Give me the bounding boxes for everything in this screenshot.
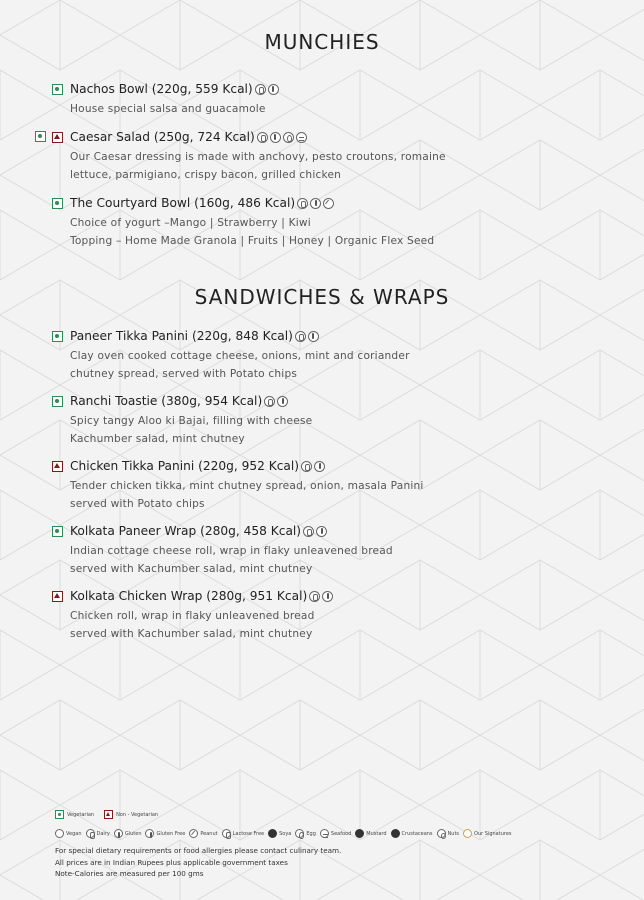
legend-label: Non - Vegetarian <box>116 811 159 818</box>
egg-icon <box>283 132 294 143</box>
veg-mark-icon <box>52 331 63 342</box>
nonveg-mark-icon <box>104 810 113 819</box>
item-description: Our Caesar dressing is made with anchovy, pesto croutons, romaine lettuce, parmigiano, crispy bacon, grilled chicken <box>70 151 446 181</box>
menu-item <box>52 392 472 448</box>
gluten-icon <box>277 396 288 407</box>
item-description: Chicken roll, wrap in flaky unleavened bread served with Kachumber salad, mint chutney <box>70 610 315 640</box>
soya-icon <box>268 829 277 838</box>
mustard-icon <box>355 829 364 838</box>
item-description: Indian cottage cheese roll, wrap in flaky unleavened bread served with Kachumber salad, mint chutney <box>70 545 393 575</box>
dairy-icon <box>295 331 306 342</box>
item-name: Chicken Tikka Panini (220g, 952 Kcal) <box>70 459 300 473</box>
dairy-icon <box>257 132 268 143</box>
gluten-icon <box>270 132 281 143</box>
menu-item <box>52 194 472 250</box>
legend-label: Gluten <box>124 830 142 837</box>
section-title: MUNCHIES <box>264 30 380 54</box>
dairy-icon <box>301 461 312 472</box>
veg-mark-icon <box>52 526 63 537</box>
veg-mark-icon <box>55 810 64 819</box>
veg-mark-icon <box>35 131 46 142</box>
legend-label: Vegan <box>66 830 82 837</box>
legend-label: Peanut <box>200 830 218 837</box>
legend-label: Vegetarian <box>67 811 95 818</box>
legend-allergens <box>55 829 516 838</box>
gluten-icon <box>316 526 327 537</box>
legend-label: Gluten Free <box>156 830 186 837</box>
item-name: The Courtyard Bowl (160g, 486 Kcal) <box>70 196 296 210</box>
legend-label: Soya <box>279 830 292 837</box>
seafood-icon <box>320 829 329 838</box>
menu-item <box>52 457 472 513</box>
note-line: For special dietary requirements or food allergies please contact culinary team. <box>55 846 342 855</box>
gluten-icon <box>308 331 319 342</box>
egg-icon <box>295 829 304 838</box>
vegan-icon <box>55 829 64 838</box>
nonveg-mark-icon <box>52 591 63 602</box>
menu-item <box>52 327 472 383</box>
gluten-free-icon <box>145 829 154 838</box>
gluten-icon <box>310 198 321 209</box>
gluten-icon <box>114 829 123 838</box>
item-name: Ranchi Toastie (380g, 954 Kcal) <box>70 394 263 408</box>
nonveg-mark-icon <box>52 461 63 472</box>
signature-icon <box>463 829 472 838</box>
item-name: Kolkata Paneer Wrap (280g, 458 Kcal) <box>70 524 302 538</box>
veg-mark-icon <box>52 198 63 209</box>
gluten-icon <box>322 591 333 602</box>
crustaceans-icon <box>391 829 400 838</box>
item-name: Nachos Bowl (220g, 559 Kcal) <box>70 82 253 96</box>
gluten-icon <box>268 84 279 95</box>
footer-notes <box>55 845 341 880</box>
note-line: All prices are in Indian Rupees plus applicable government taxes <box>55 857 288 867</box>
legend-label: Dairy <box>96 830 110 837</box>
peanut-icon <box>323 198 334 209</box>
legend-label: Our Signatures <box>474 830 512 837</box>
dairy-icon <box>255 84 266 95</box>
dairy-icon <box>303 526 314 537</box>
item-description: Choice of yogurt –Mango | Strawberry | Kiwi Topping – Home Made Granola | Fruits | Honey | Organic Flex Seed <box>70 217 435 247</box>
legend-diet <box>55 810 168 819</box>
item-name: Kolkata Chicken Wrap (280g, 951 Kcal) <box>70 589 308 603</box>
dairy-icon <box>264 396 275 407</box>
legend-label: Lactose Free <box>232 830 265 837</box>
item-description: Clay oven cooked cottage cheese, onions, mint and coriander chutney spread, served with Potato chips <box>70 350 410 380</box>
item-name: Paneer Tikka Panini (220g, 848 Kcal) <box>70 329 293 343</box>
item-name: Caesar Salad (250g, 724 Kcal) <box>70 130 255 144</box>
veg-mark-icon <box>52 84 63 95</box>
veg-mark-icon <box>52 396 63 407</box>
item-description: Tender chicken tikka, mint chutney spread, onion, masala Panini served with Potato chips <box>70 480 424 510</box>
nonveg-mark-icon <box>52 132 63 143</box>
dairy-icon <box>297 198 308 209</box>
menu-item <box>52 522 472 578</box>
gluten-icon <box>314 461 325 472</box>
seafood-icon <box>296 132 307 143</box>
lactose-free-icon <box>222 829 231 838</box>
menu-item <box>52 587 472 643</box>
legend-label: Mustard <box>366 830 387 837</box>
nuts-icon <box>437 829 446 838</box>
legend-label: Seafood <box>330 830 352 837</box>
dairy-icon <box>86 829 95 838</box>
item-description: Spicy tangy Aloo ki Bajai, filling with cheese Kachumber salad, mint chutney <box>70 415 313 445</box>
legend-label: Crustaceans <box>401 830 433 837</box>
dairy-icon <box>309 591 320 602</box>
item-description: House special salsa and guacamole <box>70 103 266 115</box>
peanut-icon <box>189 829 198 838</box>
section-title: SANDWICHES & WRAPS <box>194 285 450 309</box>
note-line: Note-Calories are measured per 100 gms <box>55 869 204 878</box>
menu-item <box>52 128 472 184</box>
legend-label: Egg <box>306 830 316 837</box>
menu-item <box>52 80 472 119</box>
legend-label: Nuts <box>447 830 460 837</box>
